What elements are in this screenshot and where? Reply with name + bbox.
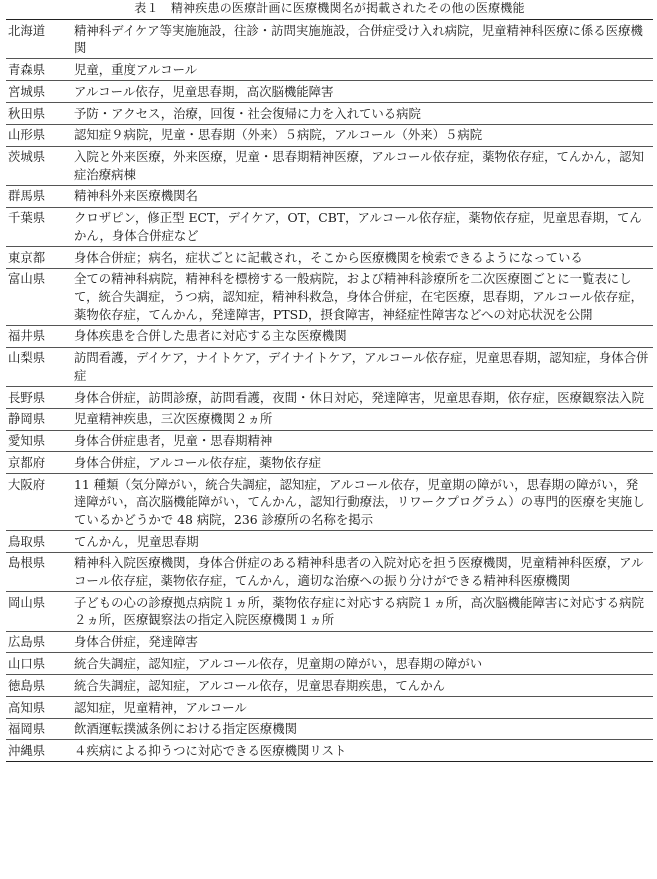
medical-function-cell: 精神科入院医療機関，身体合併症のある精神科患者の入院対応を担う医療機関，児童精神科医療，アルコール依存症，薬物依存症，てんかん，適切な治療への振り分けができる精神科医療機関 [74, 552, 653, 591]
medical-function-cell: 児童，重度アルコール [74, 59, 653, 81]
medical-function-cell: 11 種類（気分障がい，統合失調症，認知症，アルコール依存，児童期の障がい，思春期の障がい，発達障がい，高次脳機能障がい，てんかん，認知行動療法，リワークプログラム）の専門的医療を実施しているかどうかで 48 病院，236 診療所の名称を掲示 [74, 474, 653, 531]
table-row [6, 408, 653, 430]
table-row [6, 592, 653, 631]
prefecture-cell: 福井県 [6, 325, 74, 347]
table-caption: 表１ 精神疾患の医療計画に医療機関名が掲載されたその他の医療機能 [134, 1, 525, 15]
table-row [6, 207, 653, 246]
table-row [6, 81, 653, 103]
medical-function-cell: ４疾病による抑うつに対応できる医療機関リスト [74, 743, 347, 759]
prefecture-cell: 山梨県 [6, 347, 74, 386]
medical-function-table [6, 19, 653, 762]
medical-function-cell: クロザピン，修正型 ECT，デイケア，OT，CBT，アルコール依存症，薬物依存症，児童思春期，てんかん，身体合併症など [74, 207, 653, 246]
table-row [6, 347, 653, 386]
medical-function-cell: 身体合併症；病名，症状ごとに記載され，そこから医療機関を検索できるようになっている [74, 247, 653, 269]
prefecture-cell: 徳島県 [6, 675, 74, 697]
table-row [6, 124, 653, 146]
prefecture-cell: 鳥取県 [6, 531, 74, 553]
table-row [6, 653, 653, 675]
medical-function-cell: 統合失調症，認知症，アルコール依存，児童思春期疾患，てんかん [74, 675, 653, 697]
prefecture-cell: 宮城県 [6, 81, 74, 103]
medical-function-cell: 認知症９病院，児童・思春期（外来）５病院，アルコール（外来）５病院 [74, 124, 653, 146]
table-row [6, 474, 653, 531]
table-row [6, 675, 653, 697]
medical-function-cell: 児童精神疾患，三次医療機関２ヵ所 [74, 408, 653, 430]
table-row [6, 696, 653, 718]
prefecture-cell: 山口県 [6, 653, 74, 675]
medical-function-cell: 入院と外来医療，外来医療，児童・思春期精神医療，アルコール依存症，薬物依存症，てんかん，認知症治療病棟 [74, 146, 653, 185]
prefecture-cell: 沖縄県 [8, 743, 46, 759]
prefecture-cell: 山形県 [6, 124, 74, 146]
medical-function-cell: 身体疾患を合併した患者に対応する主な医療機関 [74, 325, 653, 347]
medical-function-cell: 身体合併症，発達障害 [74, 631, 653, 653]
prefecture-cell: 北海道 [6, 20, 74, 59]
prefecture-cell: 福岡県 [6, 718, 74, 740]
prefecture-cell: 静岡県 [6, 408, 74, 430]
prefecture-cell: 千葉県 [6, 207, 74, 246]
prefecture-cell: 京都府 [6, 452, 74, 474]
table-row [6, 268, 653, 325]
medical-function-cell: アルコール依存，児童思春期，高次脳機能障害 [74, 81, 653, 103]
table-row [6, 631, 653, 653]
table-row [6, 20, 653, 59]
prefecture-cell: 群馬県 [6, 185, 74, 207]
table-row [6, 718, 653, 740]
medical-function-cell: 予防・アクセス，治療，回復・社会復帰に力を入れている病院 [74, 102, 653, 124]
prefecture-cell: 青森県 [6, 59, 74, 81]
medical-function-cell: 統合失調症，認知症，アルコール依存，児童期の障がい，思春期の障がい [74, 653, 653, 675]
medical-function-cell: てんかん，児童思春期 [74, 531, 653, 553]
table-row [6, 552, 653, 591]
prefecture-cell: 高知県 [6, 696, 74, 718]
table-row [6, 185, 653, 207]
table-row [6, 430, 653, 452]
prefecture-cell: 大阪府 [6, 474, 74, 531]
prefecture-cell: 茨城県 [6, 146, 74, 185]
medical-function-cell: 飲酒運転撲滅条例における指定医療機関 [74, 718, 653, 740]
prefecture-cell: 長野県 [6, 386, 74, 408]
medical-function-cell: 身体合併症，アルコール依存症，薬物依存症 [74, 452, 653, 474]
prefecture-cell: 東京都 [6, 247, 74, 269]
prefecture-cell: 愛知県 [6, 430, 74, 452]
prefecture-cell: 島根県 [6, 552, 74, 591]
table-row [6, 247, 653, 269]
prefecture-cell: 秋田県 [6, 102, 74, 124]
medical-function-cell: 認知症，児童精神，アルコール [74, 696, 653, 718]
medical-function-cell: 身体合併症患者，児童・思春期精神 [74, 430, 653, 452]
medical-function-cell: 子どもの心の診療拠点病院１ヵ所，薬物依存症に対応する病院１ヵ所，高次脳機能障害に対応する病院２ヵ所，医療観察法の指定入院医療機関１ヵ所 [74, 592, 653, 631]
table-row [6, 325, 653, 347]
table-row [6, 531, 653, 553]
table-row [6, 740, 653, 762]
prefecture-cell: 富山県 [6, 268, 74, 325]
prefecture-cell: 岡山県 [6, 592, 74, 631]
prefecture-cell: 広島県 [6, 631, 74, 653]
medical-function-cell: 全ての精神科病院，精神科を標榜する一般病院，および精神科診療所を二次医療圏ごとに一覧表にして，統合失調症，うつ病，認知症，精神科救急，身体合併症，在宅医療，思春期，アルコール依存症，薬物依存症，てんかん，発達障害，PTSD，摂食障害，神経症性障害などへの対応状況を公開 [74, 268, 653, 325]
medical-function-cell: 訪問看護，デイケア，ナイトケア，デイナイトケア，アルコール依存症，児童思春期，認知症，身体合併症 [74, 347, 653, 386]
table-row [6, 102, 653, 124]
table-row [6, 386, 653, 408]
table-body [6, 20, 653, 762]
table-row [6, 146, 653, 185]
medical-function-cell: 精神科外来医療機関名 [74, 185, 653, 207]
medical-function-cell: 精神科デイケア等実施施設，往診・訪問実施施設，合併症受け入れ病院，児童精神科医療に係る医療機関 [74, 20, 653, 59]
medical-function-cell: 身体合併症，訪問診療，訪問看護，夜間・休日対応，発達障害，児童思春期，依存症，医療観察法入院 [74, 386, 653, 408]
table-row [6, 452, 653, 474]
table-row [6, 59, 653, 81]
